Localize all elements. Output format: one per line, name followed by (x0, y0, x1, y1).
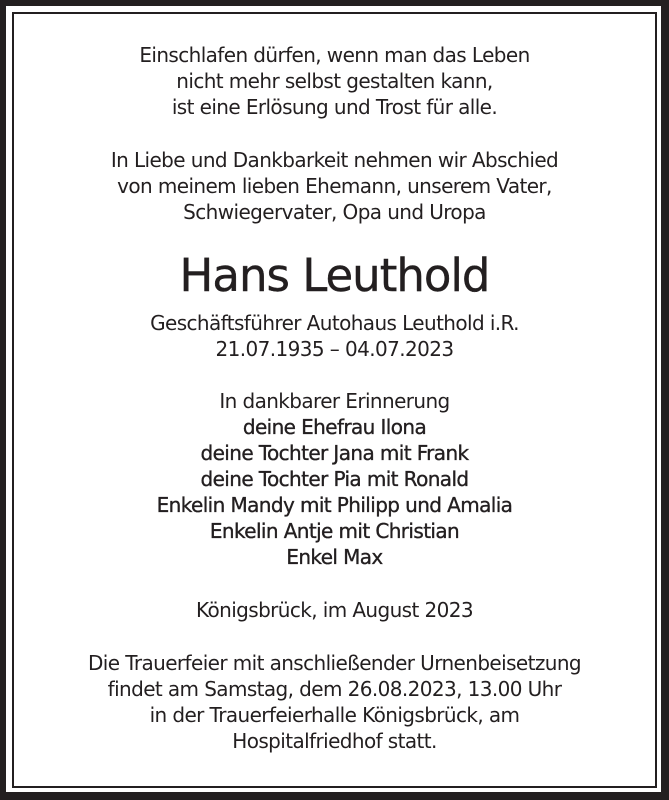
motto-line: nicht mehr selbst gestalten kann, (176, 69, 493, 93)
service-line: findet am Samstag, dem 26.08.2023, 13.00 Uhr (107, 677, 562, 701)
service-line: Hospitalfriedhof statt. (232, 729, 437, 753)
deceased-title: Geschäftsführer Autohaus Leuthold i.R. (150, 311, 519, 335)
mourner-line: deine Tochter Jana mit Frank (200, 441, 469, 465)
mourner-line: deine Ehefrau Ilona (242, 415, 427, 439)
motto-line: ist eine Erlösung und Trost für alle. (171, 95, 498, 119)
deceased-dates: 21.07.1935 – 04.07.2023 (215, 337, 454, 361)
service-line: Die Trauerfeier mit anschließender Urnenbeisetzung (87, 651, 582, 675)
intro-line: Schwiegervater, Opa und Uropa (183, 200, 486, 224)
deceased-name: Hans Leuthold (179, 249, 490, 302)
mourner-line: deine Tochter Pia mit Ronald (200, 467, 469, 491)
mourners-heading: In dankbarer Erinnerung (219, 389, 450, 413)
place-date: Königsbrück, im August 2023 (195, 598, 474, 622)
mourner-line: Enkelin Antje mit Christian (209, 519, 460, 543)
mourner-line: Enkelin Mandy mit Philipp und Amalia (156, 493, 513, 517)
intro-line: In Liebe und Dankbarkeit nehmen wir Abschied (110, 148, 559, 172)
mourner-line: Enkel Max (286, 545, 383, 569)
motto-line: Einschlafen dürfen, wenn man das Leben (139, 43, 530, 67)
intro-line: von meinem lieben Ehemann, unserem Vater, (117, 174, 552, 198)
service-line: in der Trauerfeierhalle Königsbrück, am (149, 703, 520, 727)
